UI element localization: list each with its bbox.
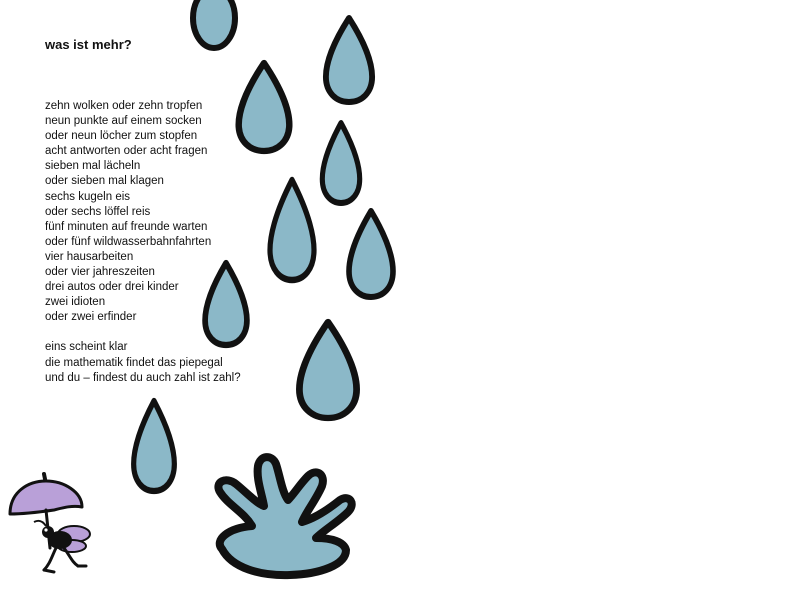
raindrop-icon xyxy=(326,18,372,102)
poem-line: oder sechs löffel reis xyxy=(45,205,151,218)
poem-line: sechs kugeln eis xyxy=(45,190,131,203)
poem-line: eins scheint klar xyxy=(45,341,128,354)
raindrop-icon xyxy=(349,211,393,297)
poem-line: oder zwei erfinder xyxy=(45,311,137,324)
poem-line: oder vier jahreszeiten xyxy=(45,266,155,279)
poem-title: was ist mehr? xyxy=(45,37,132,52)
poem-line: oder neun löcher zum stopfen xyxy=(45,130,198,143)
poem-line: neun punkte auf einem socken xyxy=(45,115,202,128)
raindrop-icon xyxy=(299,322,356,418)
raindrop-icon xyxy=(193,0,235,48)
raindrop-icon xyxy=(270,180,314,280)
raindrop-icon xyxy=(205,263,247,345)
umbrella-figure-icon xyxy=(10,474,90,572)
poem-line: sieben mal lächeln xyxy=(45,160,141,173)
poem-line: fünf minuten auf freunde warten xyxy=(45,220,208,233)
splash-icon xyxy=(218,457,351,575)
poem-line: oder sieben mal klagen xyxy=(45,175,164,188)
poem-line: die mathematik findet das piepegal xyxy=(45,356,223,369)
poem-line: acht antworten oder acht fragen xyxy=(45,145,208,158)
poem-line: drei autos oder drei kinder xyxy=(45,281,179,294)
poem-line: oder fünf wildwasserbahnfahrten xyxy=(45,235,212,248)
poem-line: zwei idioten xyxy=(45,296,106,309)
raindrop-icon xyxy=(134,401,175,491)
raindrop-icon xyxy=(322,123,359,203)
raindrop-icon xyxy=(239,63,290,151)
poem-line: und du – findest du auch zahl ist zahl? xyxy=(45,371,241,384)
poem-line: zehn wolken oder zehn tropfen xyxy=(45,100,203,112)
poem-line: vier hausarbeiten xyxy=(45,250,134,263)
